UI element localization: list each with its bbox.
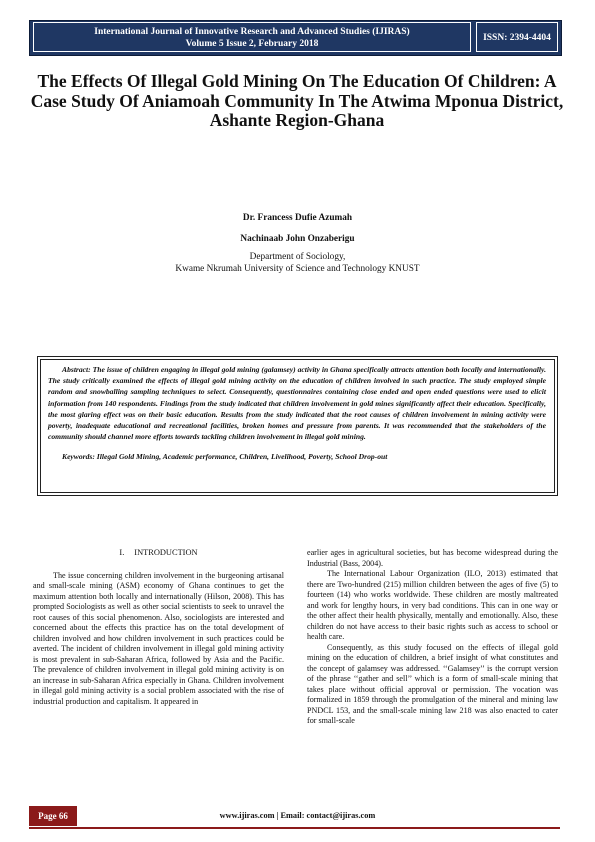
paper-title: The Effects Of Illegal Gold Mining On The Education Of Children: A Case Study Of Aniamoah Community In The Atwima Mponua District, Ashante Region-Ghana: [30, 71, 564, 130]
footer-rule: [29, 827, 560, 829]
author-1: Dr. Francess Dufie Azumah: [242, 213, 353, 223]
intro-paragraph-1: The issue concerning children involvement in the burgeoning artisanal and small-scale mining (ASM) economy of Ghana continues to get the maximum attention both locally and internationally (Hilson, 2008). This has prompted Sociologists as well as other social scientists to seek to unravel the root causes of this social phenomenon. Also, sociologists are interested and concerned about the effects this practice has on the total development of children involved and how children involvement in such practices could be averted. The incident of children involvement in illegal gold mining activity is most prevalent in sub-Saharan Africa, followed by Asia and the Pacific. The prevalence of children involvement in illegal gold mining activity is on an increase in sub-Saharan Africa especially in Ghana. Children involvement in illegal gold mining activity is a social problem associated with the rise of industrial production and capitalism. It appeared in: [33, 570, 284, 706]
right-column: [307, 548, 558, 727]
abstract-text: Abstract: The issue of children engaging in illegal gold mining (galamsey) activity in Ghana specifically attracts attention both locally and internationally. The study critically examined the effects of illegal gold mining activity on the education of children involved in such practice. The study employed simple random and snowballing sampling techniques to select. Consequently, questionnaires containing close ended and open ended questions were used to elicit information from 140 respondents. Findings from the study indicated that children involvement in gold mines significantly affect their education. Specifically, the most glaring effect was on their basic education. Results from the study indicated that the root causes of children involvement in mining activity were poverty, inadequate educational and recreational facilities, broken homes and pressure from parents. It was recommended that the stakeholders of the community should channel more efforts towards tackling children involvement in illegal gold mining.: [48, 365, 546, 442]
section-number: I.: [119, 548, 125, 557]
affiliation-university: Kwame Nkrumah University of Science and Technology KNUST: [175, 264, 420, 274]
abstract-box: [40, 359, 555, 493]
section-title: INTRODUCTION: [134, 548, 198, 557]
journal-volume: Volume 5 Issue 2, February 2018: [185, 39, 319, 49]
journal-header: [33, 22, 471, 52]
author-2: Nachinaab John Onzaberigu: [240, 234, 355, 244]
footer-contact: www.ijiras.com | Email: contact@ijiras.com: [219, 811, 376, 820]
author-block: [0, 212, 595, 275]
intro-paragraph-2: The International Labour Organization (ILO, 2013) estimated that there are Two-hundred (215) million children between the ages of five (5) to fourteen (14) who works worldwide. These children are mostly maltreated and work for lengthy hours, in very bad conditions. This can in one way or the other affect their health physically, mentally and emotionally. Also, these children do not have access to their basic rights such as access to school or health care.: [307, 569, 558, 641]
intro-paragraph-continued: earlier ages in agricultural societies, but has become widespread during the Industrial (Bass, 2004).: [307, 548, 558, 568]
page-number: Page 66: [29, 806, 77, 826]
issn-label: ISSN: 2394-4404: [476, 22, 558, 52]
left-column: [33, 548, 284, 707]
affiliation-department: Department of Sociology,: [249, 252, 346, 262]
keywords: Keywords: Illegal Gold Mining, Academic performance, Children, Livelihood, Poverty, School Drop-out: [62, 452, 388, 462]
intro-paragraph-3: Consequently, as this study focused on the effects of illegal gold mining on the education of children, a brief insight of what constitutes and the concept of galamsey was addressed. ‘‘Galamsey’’ is the corrupt version of the phrase ‘‘gather and sell’’ which is a form of small-scale mining that takes place without official approval or permission. The vocation was formalized in 1859 through the promulgation of the mineral and mining law PNDCL 153, and the small-scale mining law 218 was also enacted to cater for small-scale: [307, 642, 558, 725]
section-heading: [33, 548, 284, 559]
journal-name: International Journal of Innovative Research and Advanced Studies (IJIRAS): [94, 27, 410, 37]
